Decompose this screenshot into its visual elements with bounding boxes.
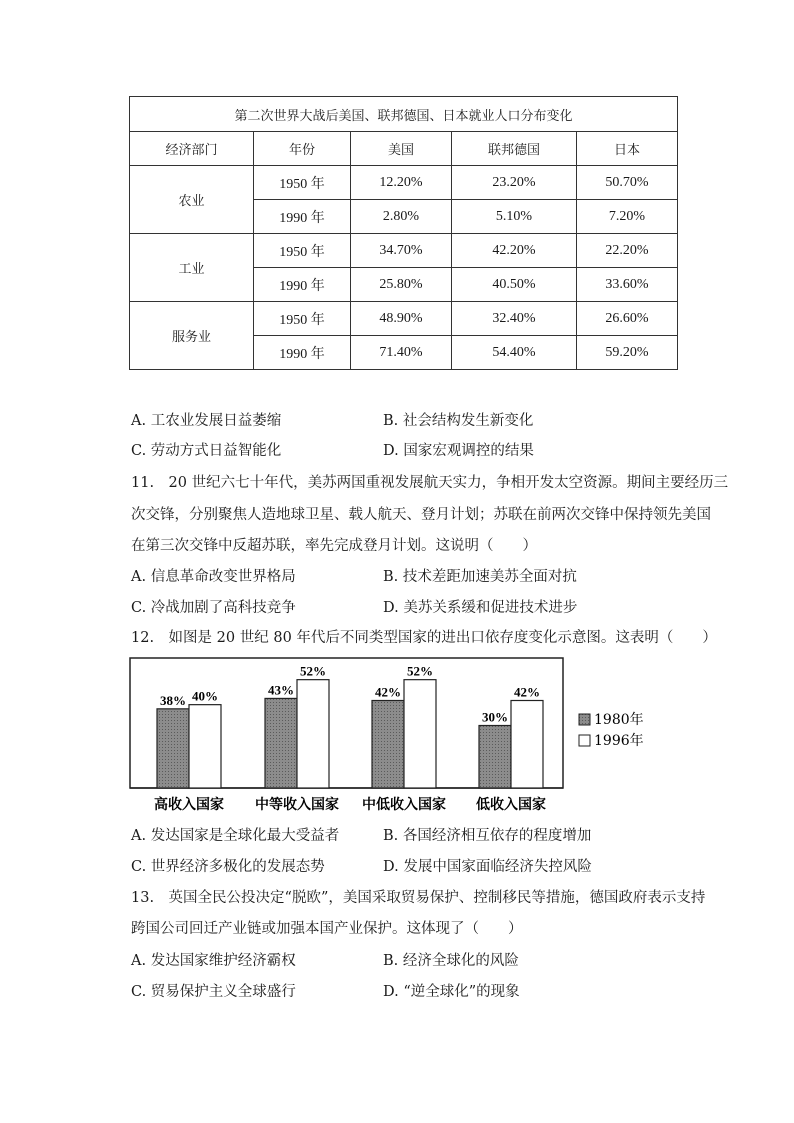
legend-swatch-1996年 <box>579 735 590 746</box>
q10-option-b[interactable]: B. 社会结构发生新变化 <box>383 413 534 429</box>
header-sector: 经济部门 <box>130 132 254 166</box>
legend-label: 1980年 <box>594 712 644 728</box>
q12-option-d[interactable]: D. 发展中国家面临经济失控风险 <box>383 859 592 875</box>
frg-cell: 32.40% <box>452 302 577 336</box>
sector-industry: 工业 <box>130 234 254 302</box>
category-label: 中低收入国家 <box>362 797 446 813</box>
bar-1980年-中低收入国家 <box>372 701 404 789</box>
employment-table-container <box>129 96 677 370</box>
chart-legend <box>579 711 644 749</box>
us-cell: 12.20% <box>351 166 452 200</box>
jp-cell: 50.70% <box>577 166 678 200</box>
jp-cell: 59.20% <box>577 336 678 370</box>
data-label: 38% <box>160 692 186 708</box>
us-cell: 48.90% <box>351 302 452 336</box>
legend-swatch-1980年 <box>579 714 590 725</box>
legend-label: 1996年 <box>594 733 644 749</box>
q13-option-b[interactable]: B. 经济全球化的风险 <box>383 953 519 969</box>
employment-table <box>129 96 678 370</box>
header-us: 美国 <box>351 132 452 166</box>
q11-option-b[interactable]: B. 技术差距加速美苏全面对抗 <box>383 569 577 585</box>
q10-option-d[interactable]: D. 国家宏观调控的结果 <box>383 443 534 459</box>
q11-option-d[interactable]: D. 美苏关系缓和促进技术进步 <box>383 600 578 616</box>
us-cell: 2.80% <box>351 200 452 234</box>
frg-cell: 42.20% <box>452 234 577 268</box>
table-caption: 第二次世界大战后美国、联邦德国、日本就业人口分布变化 <box>130 97 678 132</box>
q13-option-c[interactable]: C. 贸易保护主义全球盛行 <box>131 984 296 1000</box>
data-label: 30% <box>482 709 508 725</box>
year-cell: 1950 年 <box>254 166 351 200</box>
category-label: 低收入国家 <box>476 797 546 813</box>
q10-option-a[interactable]: A. 工农业发展日益萎缩 <box>131 413 282 429</box>
header-year: 年份 <box>254 132 351 166</box>
q13-stem-line1: 13. 英国全民公投决定“脱欧”，美国采取贸易保护、控制移民等措施，德国政府表示支持 <box>131 890 706 906</box>
data-label: 42% <box>514 684 540 700</box>
us-cell: 71.40% <box>351 336 452 370</box>
q13-stem-line2: 跨国公司回迁产业链或加强本国产业保护。这体现了（ ） <box>131 921 523 937</box>
bar-1996年-高收入国家 <box>189 705 221 788</box>
bar-1980年-高收入国家 <box>157 709 189 788</box>
q12-option-a[interactable]: A. 发达国家是全球化最大受益者 <box>131 828 340 844</box>
jp-cell: 7.20% <box>577 200 678 234</box>
bar-1996年-低收入国家 <box>511 701 543 789</box>
table-row <box>130 302 678 336</box>
jp-cell: 33.60% <box>577 268 678 302</box>
table-row <box>130 234 678 268</box>
jp-cell: 26.60% <box>577 302 678 336</box>
q11-stem-line2: 次交锋，分别聚焦人造地球卫星、载人航天、登月计划；苏联在前两次交锋中保持领先美国 <box>131 507 711 523</box>
data-label: 40% <box>192 688 218 704</box>
data-label: 43% <box>268 682 294 698</box>
sector-services: 服务业 <box>130 302 254 370</box>
q13-option-a[interactable]: A. 发达国家维护经济霸权 <box>131 953 296 969</box>
frg-cell: 40.50% <box>452 268 577 302</box>
header-japan: 日本 <box>577 132 678 166</box>
q12-option-c[interactable]: C. 世界经济多极化的发展态势 <box>131 859 325 875</box>
table-row <box>130 166 678 200</box>
q13-option-d[interactable]: D. “逆全球化”的现象 <box>383 984 520 1000</box>
category-label: 高收入国家 <box>154 797 224 813</box>
sector-agriculture: 农业 <box>130 166 254 234</box>
q11-option-a[interactable]: A. 信息革命改变世界格局 <box>131 569 296 585</box>
data-label: 52% <box>300 663 326 679</box>
q11-stem-line1: 11. 20 世纪六七十年代，美苏两国重视发展航天实力，争相开发太空资源。期间主要经历三 <box>131 475 729 491</box>
bar-1996年-中低收入国家 <box>404 680 436 788</box>
bar-1996年-中等收入国家 <box>297 680 329 788</box>
jp-cell: 22.20% <box>577 234 678 268</box>
year-cell: 1990 年 <box>254 336 351 370</box>
frg-cell: 54.40% <box>452 336 577 370</box>
data-label: 42% <box>375 684 401 700</box>
year-cell: 1990 年 <box>254 200 351 234</box>
category-label: 中等收入国家 <box>255 797 339 813</box>
q12-option-b[interactable]: B. 各国经济相互依存的程度增加 <box>383 828 592 844</box>
bar-1980年-低收入国家 <box>479 726 511 789</box>
q11-stem-line3: 在第三次交锋中反超苏联，率先完成登月计划。这说明（ ） <box>131 538 537 554</box>
year-cell: 1990 年 <box>254 268 351 302</box>
q11-option-c[interactable]: C. 冷战加剧了高科技竞争 <box>131 600 296 616</box>
q10-option-c[interactable]: C. 劳动方式日益智能化 <box>131 443 282 459</box>
frg-cell: 23.20% <box>452 166 577 200</box>
year-cell: 1950 年 <box>254 302 351 336</box>
frg-cell: 5.10% <box>452 200 577 234</box>
year-cell: 1950 年 <box>254 234 351 268</box>
us-cell: 25.80% <box>351 268 452 302</box>
bars-group <box>154 664 546 813</box>
bar-1980年-中等收入国家 <box>265 698 297 788</box>
q12-stem: 12. 如图是 20 世纪 80 年代后不同类型国家的进出口依存度变化示意图。这表明（ ） <box>131 630 717 646</box>
us-cell: 34.70% <box>351 234 452 268</box>
header-frg: 联邦德国 <box>452 132 577 166</box>
data-label: 52% <box>407 663 433 679</box>
dependency-bar-chart <box>129 657 649 822</box>
